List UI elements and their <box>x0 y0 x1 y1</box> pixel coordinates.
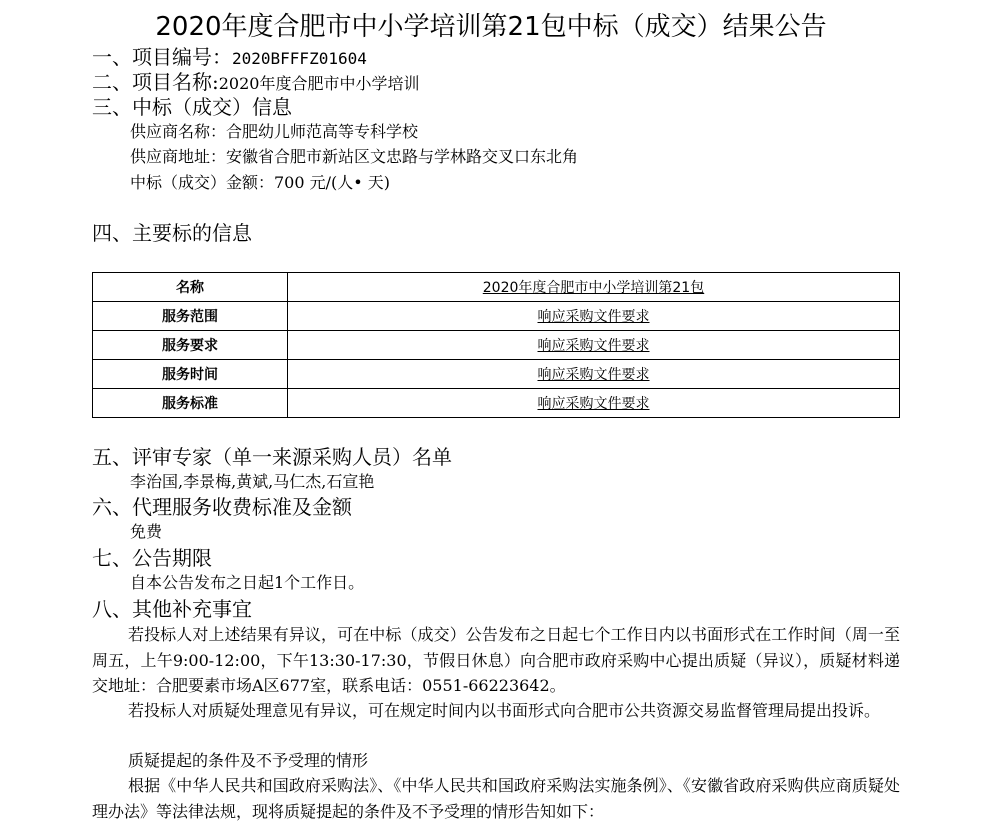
experts-list: 李治国,李景梅,黄斌,马仁杰,石宣艳 <box>130 472 375 491</box>
fee-content: 免费 <box>130 522 163 541</box>
legal-basis-paragraph: 根据《中华人民共和国政府采购法》、《中华人民共和国政府采购法实施条例》、《安徽省政府采购供应商质疑处理办法》等法律法规，现将质疑提起的条件及不予受理的情形告知如下： <box>92 776 900 821</box>
project-number-label: 一、项目编号： <box>92 45 232 69</box>
table-row <box>93 273 900 302</box>
table-value-link[interactable]: 响应采购文件要求 <box>288 302 900 331</box>
table-key-cell: 服务要求 <box>93 331 288 360</box>
supplier-address: 供应商地址：安徽省合肥市新站区文忠路与学林路交叉口东北角 <box>130 147 579 166</box>
table-row <box>93 331 900 360</box>
section-award-heading: 三、中标（成交）信息 <box>92 95 292 119</box>
section-period-heading: 七、公告期限 <box>92 546 212 570</box>
section-experts-heading: 五、评审专家（单一来源采购人员）名单 <box>92 445 452 469</box>
table-value-link[interactable]: 2020年度合肥市中小学培训第21包 <box>288 273 900 302</box>
table-value-link[interactable]: 响应采购文件要求 <box>288 360 900 389</box>
project-name-line <box>92 69 419 97</box>
table-key-cell: 服务标准 <box>93 389 288 418</box>
conditions-title: 质疑提起的条件及不予受理的情形 <box>128 751 369 770</box>
section-other-heading: 八、其他补充事宜 <box>92 597 252 621</box>
section-subject-heading: 四、主要标的信息 <box>92 221 252 245</box>
document-title: 2020年度合肥市中小学培训第21包中标（成交）结果公告 <box>155 12 827 42</box>
project-number-line <box>92 44 367 72</box>
table-value-link[interactable]: 响应采购文件要求 <box>288 331 900 360</box>
table-row <box>93 389 900 418</box>
supplier-name: 供应商名称：合肥幼儿师范高等专科学校 <box>130 122 419 141</box>
table-key-cell: 名称 <box>93 273 288 302</box>
project-name-value: 2020年度合肥市中小学培训 <box>218 74 420 93</box>
award-amount: 中标（成交）金额：700 元/(人• 天) <box>130 173 391 192</box>
project-number-value: 2020BFFFZ01604 <box>232 49 367 68</box>
project-name-label: 二、项目名称: <box>92 70 219 94</box>
table-row <box>93 360 900 389</box>
table-value-link[interactable]: 响应采购文件要求 <box>288 389 900 418</box>
period-content: 自本公告发布之日起1个工作日。 <box>130 573 365 592</box>
subject-info-table <box>92 272 900 418</box>
objection-paragraph: 若投标人对上述结果有异议，可在中标（成交）公告发布之日起七个工作日内以书面形式在工作时间（周一至周五，上午9:00-12:00，下午13:30-17:30，节假日休息）向合肥市政府采购中心提出质疑（异议），质疑材料递交地址：合肥要素市场A区677室，联系电话：0551-66223642。 <box>92 625 900 695</box>
table-row <box>93 302 900 331</box>
section-fee-heading: 六、代理服务收费标准及金额 <box>92 495 352 519</box>
complaint-paragraph: 若投标人对质疑处理意见有异议，可在规定时间内以书面形式向合肥市公共资源交易监督管理局提出投诉。 <box>128 701 881 720</box>
table-key-cell: 服务范围 <box>93 302 288 331</box>
table-key-cell: 服务时间 <box>93 360 288 389</box>
